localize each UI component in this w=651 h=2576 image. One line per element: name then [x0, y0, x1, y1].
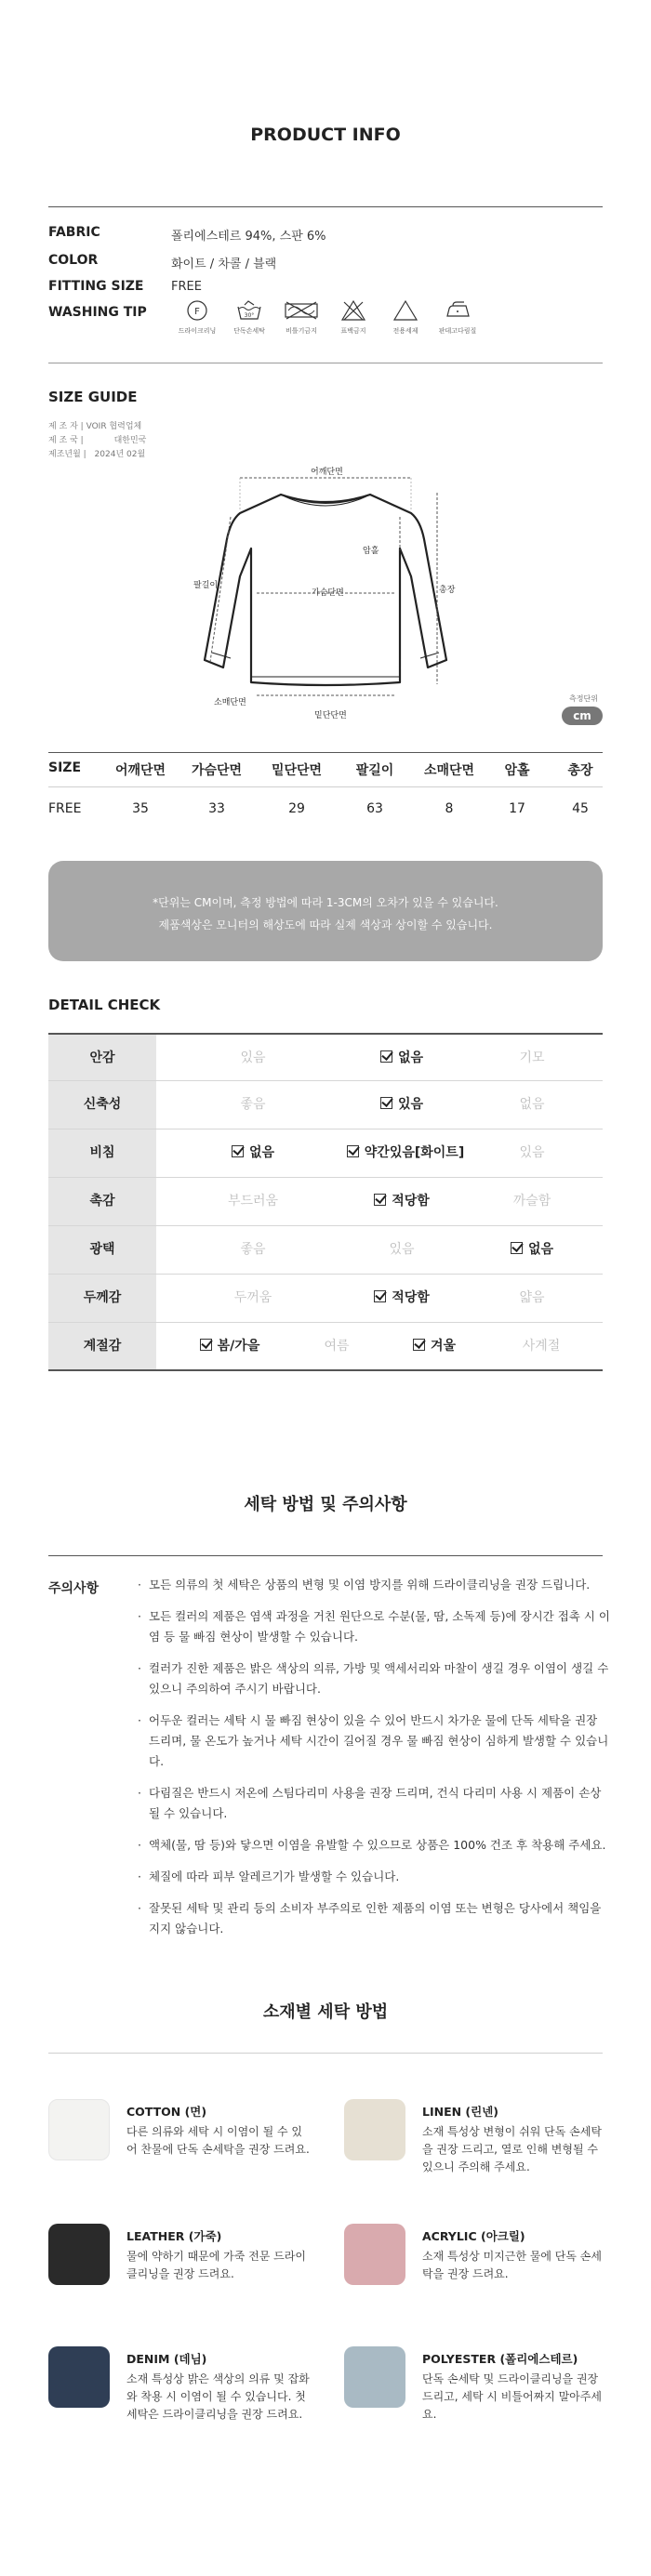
- option-text: 기모: [519, 1050, 545, 1065]
- material-desc: 다른 의류와 세탁 시 이염이 될 수 있어 찬물에 단독 손세탁을 권장 드려요.: [126, 2125, 310, 2156]
- iron-icon: [444, 299, 472, 322]
- detail-option: [179, 1035, 327, 1080]
- option-text: 약간있음[화이트]: [364, 1145, 465, 1160]
- list-item: · 어두운 컬러는 세탁 시 물 빠짐 현상이 있을 수 있어 반드시 차가운 물에 단독 세탁을 권장 드리며, 물 온도가 높거나 세탁 시간이 길어질 경우 물 빠짐 현상이 심하게 발생할 수 있습니다.: [138, 1711, 612, 1772]
- unit-badge: cm: [562, 707, 603, 725]
- option-text: 부드러움: [227, 1194, 279, 1209]
- detail-row-thickness: [48, 1275, 603, 1323]
- option-text: 없음: [527, 1242, 554, 1257]
- fitting-size-value: FREE: [171, 280, 202, 294]
- material-desc: 단독 손세탁 및 드라이클리닝을 권장 드리고, 세탁 시 비틀어짜지 말아주세요.: [422, 2372, 602, 2421]
- table-row: [48, 796, 603, 824]
- option-text: 있음: [389, 1242, 415, 1257]
- size-cell: 45: [572, 801, 589, 816]
- hem-label: 밑단단면: [314, 711, 347, 720]
- armhole-label: 암홀: [363, 547, 379, 556]
- option-text: 여름: [324, 1339, 350, 1354]
- wash-item: [275, 299, 327, 336]
- checkbox-icon: [511, 1242, 523, 1254]
- size-notice: [48, 861, 603, 961]
- size-cell: 63: [366, 801, 383, 816]
- material-name: ACRYLIC (아크릴): [422, 2229, 525, 2243]
- size-cell: 35: [132, 801, 149, 816]
- detail-option: [179, 1226, 327, 1274]
- notice-line: 제품색상은 모니터의 해상도에 따라 실제 색상과 상이할 수 있습니다.: [158, 918, 493, 931]
- meta-value: VOIR 협력업체: [86, 422, 142, 431]
- fabric-swatch: [48, 2224, 110, 2285]
- detail-option: [458, 1035, 606, 1080]
- size-cell: 33: [208, 801, 225, 816]
- washing-tip-label: WASHING TIP: [48, 305, 147, 320]
- fabric-swatch: [48, 2346, 110, 2408]
- material-cotton: [48, 2099, 318, 2201]
- detail-row-stretch: [48, 1081, 603, 1129]
- material-acrylic: [344, 2224, 614, 2326]
- size-col-header: SIZE: [48, 760, 82, 775]
- detail-option: [327, 1226, 476, 1274]
- meta-key: 제 조 자: [48, 422, 78, 431]
- option-text: 봄/가을: [217, 1339, 260, 1354]
- list-item: · 다림질은 반드시 저온에 스팀다리미 사용을 권장 드리며, 건식 다리미 사용 시 제품이 손상될 수 있습니다.: [138, 1783, 612, 1824]
- option-text: 없음: [397, 1050, 424, 1065]
- option-text: 있음: [240, 1050, 266, 1065]
- fitting-size-label: FITTING SIZE: [48, 279, 144, 294]
- list-item: · 모든 컬러의 제품은 염색 과정을 거친 원단으로 수분(물, 땀, 소독제 등)에 장시간 접촉 시 이염 등 물 빠짐 현상이 발생할 수 있습니다.: [138, 1606, 612, 1647]
- detail-option: [458, 1275, 606, 1322]
- fabric-swatch: [344, 2224, 405, 2285]
- wash-caption: 비틀기금지: [286, 327, 317, 335]
- list-item: · 모든 의류의 첫 세탁은 상품의 변형 및 이염 방지를 위해 드라이클리닝을 권장 드립니다.: [138, 1575, 612, 1595]
- neutral-detergent-icon: [392, 299, 418, 322]
- option-text: 없음: [248, 1145, 275, 1160]
- detail-option-selected: [327, 1178, 476, 1225]
- option-text: 적당함: [392, 1290, 430, 1305]
- fabric-label: FABRIC: [48, 225, 100, 240]
- material-name: LEATHER (가죽): [126, 2229, 222, 2243]
- size-col-header: 밑단단면: [271, 763, 323, 778]
- size-table-top-divider: [48, 752, 603, 753]
- color-row: [48, 249, 603, 273]
- hand-wash-icon: [235, 299, 263, 322]
- detail-option: [179, 1275, 327, 1322]
- fabric-value: 폴리에스테르 94%, 스판 6%: [171, 230, 326, 244]
- wash-item: [432, 299, 484, 336]
- detail-option-selected: [169, 1323, 290, 1369]
- fabric-swatch: [344, 2099, 405, 2160]
- size-col-header: 암홀: [504, 763, 530, 778]
- meta-row: 제 조 국 | 대한민국: [48, 436, 147, 445]
- checkbox-icon: [200, 1339, 212, 1351]
- wash-item: [171, 299, 223, 336]
- detail-row-touch: [48, 1178, 603, 1226]
- size-guide-title: SIZE GUIDE: [48, 389, 138, 405]
- size-table-mid-divider: [48, 786, 603, 787]
- material-desc: 소재 특성상 미지근한 물에 단독 손세탁을 권장 드려요.: [422, 2250, 602, 2280]
- meta-row: 제 조 자 | VOIR 협력업체: [48, 422, 142, 431]
- size-col-header: 소매단면: [423, 763, 475, 778]
- size-cell: FREE: [48, 801, 82, 816]
- detail-row-lining: [48, 1033, 603, 1081]
- color-label: COLOR: [48, 253, 99, 268]
- product-info-title: PRODUCT INFO: [250, 125, 401, 145]
- manufacturer-meta: [48, 420, 146, 462]
- fabric-swatch: [48, 2099, 110, 2160]
- option-text: 두꺼움: [233, 1290, 272, 1305]
- detail-label: 안감: [48, 1035, 156, 1080]
- wash-caption: 드라이크리닝: [178, 327, 217, 335]
- meta-key: 제조년월: [48, 450, 81, 459]
- material-denim: [48, 2346, 318, 2449]
- meta-value: 대한민국: [113, 436, 147, 445]
- material-name: LINEN (린넨): [422, 2105, 499, 2119]
- detail-option: [179, 1081, 327, 1129]
- size-col-header: 총장: [567, 763, 593, 778]
- meta-row: 제조년월 | 2024년 02월: [48, 450, 146, 459]
- detail-label: 비침: [48, 1129, 156, 1177]
- detail-option-selected: [379, 1323, 490, 1369]
- detail-option-selected: [327, 1035, 476, 1080]
- meta-key: 제 조 국: [48, 436, 78, 445]
- fabric-row: [48, 221, 603, 245]
- materials-title: 소재별 세탁 방법: [262, 2002, 389, 2022]
- size-cell: 8: [445, 801, 454, 816]
- wash-item: [223, 299, 275, 336]
- option-text: 좋음: [240, 1242, 266, 1257]
- list-item: · 컬러가 진한 제품은 밝은 색상의 의류, 가방 및 액세서리와 마찰이 생길 경우 이염이 생길 수 있으니 주의하여 주시기 바랍니다.: [138, 1658, 612, 1699]
- material-linen: [344, 2099, 614, 2201]
- size-cell: 29: [288, 801, 305, 816]
- checkbox-icon: [380, 1050, 392, 1063]
- detail-row-gloss: [48, 1226, 603, 1275]
- material-desc: 소재 특성상 밝은 색상의 의류 및 잡화와 착용 시 이염이 될 수 있습니다. 첫 세탁은 드라이클리닝을 권장 드려요.: [126, 2372, 310, 2421]
- detail-option: [458, 1081, 606, 1129]
- size-cell: 17: [509, 801, 525, 816]
- materials-divider: [48, 2053, 603, 2054]
- wash-item: [327, 299, 379, 336]
- material-desc: 소재 특성상 변형이 쉬워 단독 손세탁을 권장 드리고, 열로 인해 변형될 수 있으니 주의해 주세요.: [422, 2125, 602, 2173]
- detail-row-season: [48, 1323, 603, 1371]
- material-name: COTTON (면): [126, 2105, 207, 2119]
- total-length-label: 총장: [439, 586, 456, 595]
- option-text: 없음: [519, 1097, 545, 1112]
- size-col-header: 팔길이: [355, 763, 394, 778]
- detail-row-sheerness: [48, 1129, 603, 1178]
- detail-check-title: DETAIL CHECK: [48, 997, 161, 1013]
- option-text: 적당함: [392, 1194, 430, 1209]
- color-value: 화이트 / 차콜 / 블랙: [171, 258, 277, 271]
- option-text: 있음: [519, 1145, 545, 1160]
- list-item: · 체질에 따라 피부 알레르기가 발생할 수 있습니다.: [138, 1867, 612, 1887]
- material-name: DENIM (데님): [126, 2352, 207, 2366]
- product-info-top-divider: [48, 206, 603, 207]
- meta-value: 2024년 02월: [94, 450, 146, 459]
- material-polyester: [344, 2346, 614, 2449]
- detail-label: 신축성: [48, 1081, 156, 1129]
- checkbox-icon: [380, 1097, 392, 1109]
- size-table-header: [48, 755, 603, 783]
- wash-caption: 단독손세탁: [233, 327, 265, 335]
- care-list: [138, 1575, 612, 1950]
- care-label: 주의사항: [48, 1581, 100, 1596]
- size-col-header: 어깨단면: [114, 763, 166, 778]
- sleeve-length-label: 팔길이: [193, 581, 219, 590]
- notice-line: *단위는 CM이며, 측정 방법에 따라 1-3CM의 오차가 있을 수 있습니다.: [153, 896, 498, 909]
- no-chlorine-icon: [340, 299, 366, 322]
- option-text: 좋음: [240, 1097, 266, 1112]
- detail-label: 광택: [48, 1226, 156, 1274]
- fabric-swatch: [344, 2346, 405, 2408]
- checkbox-icon: [413, 1339, 425, 1351]
- size-col-header: 가슴단면: [191, 763, 243, 778]
- option-text: 있음: [397, 1097, 424, 1112]
- detail-option-selected: [327, 1081, 476, 1129]
- option-text: 얇음: [519, 1290, 545, 1305]
- option-text: 겨울: [430, 1339, 457, 1354]
- unit-label: 측정단위: [569, 694, 598, 703]
- list-item: · 액체(물, 땀 등)와 닿으면 이염을 유발할 수 있으므로 상품은 100% 건조 후 착용해 주세요.: [138, 1835, 612, 1856]
- checkbox-icon: [347, 1145, 359, 1157]
- wash-caption: 판데고다림질: [438, 327, 477, 335]
- option-text: 사계절: [522, 1339, 561, 1354]
- material-name: POLYESTER (폴리에스테르): [422, 2352, 578, 2366]
- detail-option: [179, 1178, 327, 1225]
- detail-option: [286, 1323, 388, 1369]
- detail-check-table: [48, 1033, 603, 1371]
- wash-item: [379, 299, 432, 336]
- material-desc: 물에 약하기 때문에 가죽 전문 드라이클리닝을 권장 드려요.: [126, 2250, 306, 2280]
- detail-option-selected: [327, 1275, 476, 1322]
- material-leather: [48, 2224, 318, 2326]
- detail-option: [458, 1178, 606, 1225]
- dry-clean-icon: [185, 299, 209, 322]
- care-title: 세탁 방법 및 주의사항: [244, 1495, 407, 1514]
- shoulder-label: 어깨단면: [311, 468, 343, 477]
- detail-label: 두께감: [48, 1275, 156, 1322]
- detail-label: 계절감: [48, 1323, 156, 1369]
- wash-caption: 표백금지: [340, 327, 366, 335]
- detail-option: [458, 1129, 606, 1177]
- detail-option-selected: [458, 1226, 606, 1274]
- checkbox-icon: [374, 1290, 386, 1302]
- checkbox-icon: [374, 1194, 386, 1206]
- detail-label: 촉감: [48, 1178, 156, 1225]
- cuff-label: 소매단면: [214, 698, 246, 707]
- svg-text:30°: 30°: [244, 312, 255, 319]
- washing-icons: [171, 299, 487, 346]
- care-top-divider: [48, 1555, 603, 1556]
- checkbox-icon: [232, 1145, 244, 1157]
- chest-label: 가슴단면: [312, 588, 344, 598]
- svg-text:F: F: [194, 307, 200, 317]
- detail-option-selected: [179, 1129, 327, 1177]
- list-item: · 잘못된 세탁 및 관리 등의 소비자 부주의로 인한 제품의 이염 또는 변형은 당사에서 책임을 지지 않습니다.: [138, 1898, 612, 1939]
- no-bleach-icon: [283, 299, 320, 322]
- fitting-size-row: [48, 275, 603, 299]
- option-text: 까슬함: [512, 1194, 551, 1209]
- wash-caption: 전용세제: [392, 327, 418, 335]
- detail-option: [485, 1323, 597, 1369]
